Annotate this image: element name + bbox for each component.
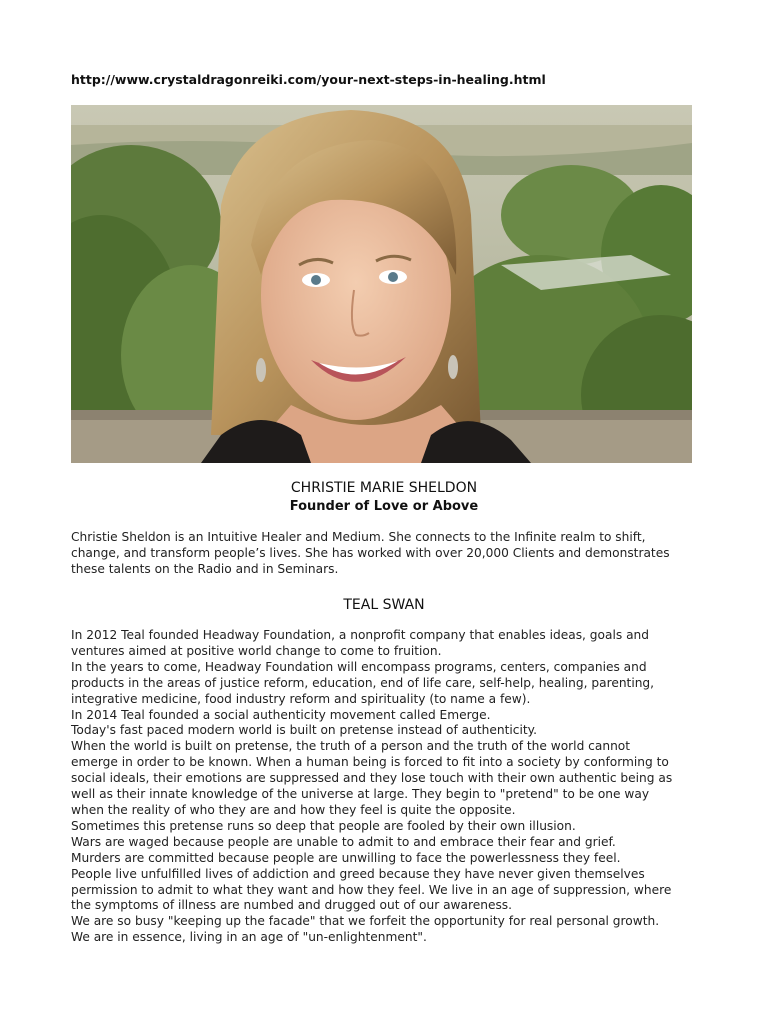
section1-body bbox=[71, 530, 701, 578]
paragraph-line: change, and transform people’s lives. She has worked with over 20,000 Clients and demonstrates bbox=[71, 545, 670, 560]
paragraph-line: emerge in order to be known. When a human being is forced to fit into a society by conforming to bbox=[71, 755, 669, 770]
source-url[interactable]: http://www.crystaldragonreiki.com/your-next-steps-in-healing.html bbox=[71, 72, 546, 87]
paragraph-line: We are so busy "keeping up the facade" that we forfeit the opportunity for real personal growth. bbox=[71, 914, 660, 929]
paragraph-line: when the reality of who they are and how they feel is quite the opposite. bbox=[71, 802, 516, 817]
paragraph-line: social ideals, their emotions are suppressed and they lose touch with their own authentic being as bbox=[71, 771, 673, 786]
section2-body bbox=[71, 628, 701, 946]
paragraph-line: Sometimes this pretense runs so deep that people are fooled by their own illusion. bbox=[71, 818, 576, 833]
paragraph-line: In 2014 Teal founded a social authenticity movement called Emerge. bbox=[71, 707, 491, 722]
paragraph-line: We are in essence, living in an age of "un-enlightenment". bbox=[71, 930, 427, 945]
paragraph-line: In 2012 Teal founded Headway Foundation, a nonprofit company that enables ideas, goals and bbox=[71, 628, 649, 642]
paragraph-line: Wars are waged because people are unable to admit to and embrace their fear and grief. bbox=[71, 834, 616, 849]
section1-name: CHRISTIE MARIE SHELDON bbox=[290, 480, 478, 496]
paragraph-line: In the years to come, Headway Foundation will encompass programs, centers, companies and bbox=[71, 659, 647, 674]
paragraph-line: permission to admit to what they want and how they feel. We live in an age of suppression, where bbox=[71, 882, 672, 897]
paragraph-line: Murders are committed because people are unwilling to face the powerlessness they feel. bbox=[71, 850, 621, 865]
paragraph-line: the symptoms of illness are numbed and drugged out of our awareness. bbox=[71, 898, 513, 913]
section1-subtitle: Founder of Love or Above bbox=[289, 499, 479, 514]
paragraph-line: well as their innate knowledge of the universe at large. They begin to "pretend" to be one way bbox=[71, 787, 650, 802]
paragraph-line: these talents on the Radio and in Seminars. bbox=[71, 561, 339, 576]
paragraph-line: integrative medicine, food industry reform and spirituality (to name a few). bbox=[71, 691, 531, 706]
portrait-photo bbox=[71, 105, 692, 463]
paragraph-line: People live unfulfilled lives of addiction and greed because they have never given themselves bbox=[71, 866, 645, 881]
paragraph-line: When the world is built on pretense, the truth of a person and the truth of the world cannot bbox=[71, 739, 631, 754]
paragraph-line: Christie Sheldon is an Intuitive Healer and Medium. She connects to the Infinite realm to shift, bbox=[71, 530, 646, 544]
paragraph-line: Today's fast paced modern world is built on pretense instead of authenticity. bbox=[71, 723, 537, 738]
section2-name: TEAL SWAN bbox=[343, 597, 425, 613]
paragraph-line: products in the areas of justice reform, education, end of life care, self-help, healing, parenting, bbox=[71, 675, 655, 690]
paragraph-line: ventures aimed at positive world change to come to fruition. bbox=[71, 643, 442, 658]
